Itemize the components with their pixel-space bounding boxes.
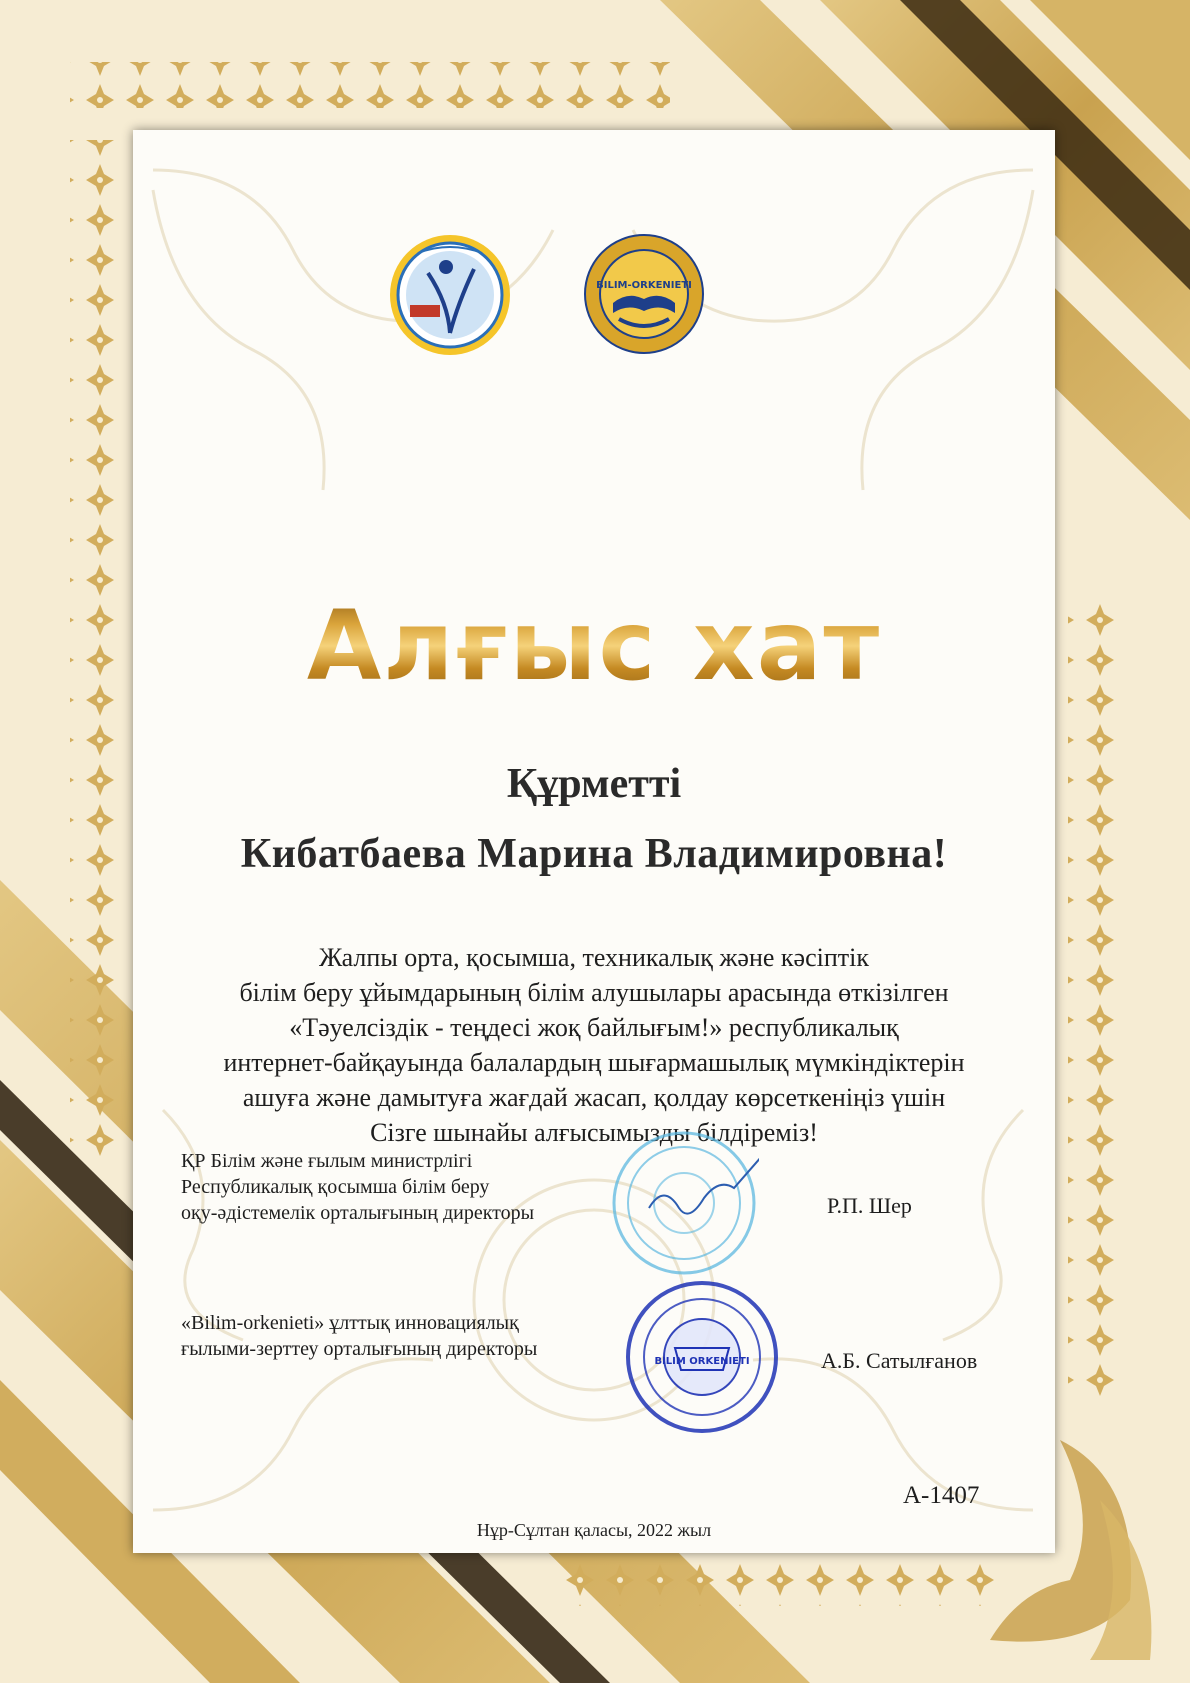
body-line: интернет-байқауында балалардың шығармашылық мүмкіндіктерін bbox=[223, 1048, 965, 1077]
recipient-name: Кибатбаева Марина Владимировна! bbox=[240, 831, 948, 877]
city-and-year: Нұр-Сұлтан қаласы, 2022 жыл bbox=[476, 1520, 712, 1540]
certificate-title: Алғыс хат bbox=[133, 590, 1055, 702]
stamp-2-text: BILIM ORKENIETI bbox=[654, 1356, 750, 1367]
body-line: «Тәуелсіздік - теңдесі жоқ байлығым!» республикалық bbox=[289, 1013, 899, 1042]
bilim-orkenieti-logo bbox=[583, 233, 705, 355]
body-line: білім беру ұйымдарының білім алушылары арасында өткізілген bbox=[239, 978, 949, 1007]
stamp-1 bbox=[609, 1128, 759, 1278]
body-line: Жалпы орта, қосымша, техникалық және кәсіптік bbox=[319, 943, 869, 972]
stamp-2 bbox=[623, 1278, 781, 1436]
org-line: оқу-әдістемелік орталығының директоры bbox=[181, 1202, 535, 1224]
gratitude-text bbox=[173, 940, 1015, 1150]
document-number: А-1407 bbox=[903, 1482, 980, 1509]
body-line: Сізге шынайы алғысымызды білдіреміз! bbox=[370, 1118, 818, 1147]
org-line: ғылыми-зерттеу орталығының директоры bbox=[181, 1338, 538, 1360]
org-line: «Bilim-orkenieti» ұлттық инновациялық bbox=[181, 1312, 519, 1334]
body-line: ашуға және дамытуға жағдай жасап, қолдау көрсеткеніңіз үшін bbox=[242, 1083, 946, 1112]
signatory-2-name: А.Б. Сатылғанов bbox=[821, 1348, 978, 1373]
certificate-sheet bbox=[133, 130, 1055, 1553]
signatory-1-organization bbox=[181, 1148, 534, 1226]
signatory-2-organization bbox=[181, 1310, 537, 1362]
org-line: Республикалық қосымша білім беру bbox=[181, 1176, 490, 1198]
salutation: Құрметті bbox=[506, 761, 682, 807]
signatory-1-name: Р.П. Шер bbox=[827, 1193, 912, 1218]
org-line: ҚР Білім және ғылым министрлігі bbox=[181, 1150, 473, 1172]
right-logo-text: BILIM-ORKENIETI bbox=[596, 280, 692, 291]
ministry-center-logo bbox=[388, 233, 512, 357]
